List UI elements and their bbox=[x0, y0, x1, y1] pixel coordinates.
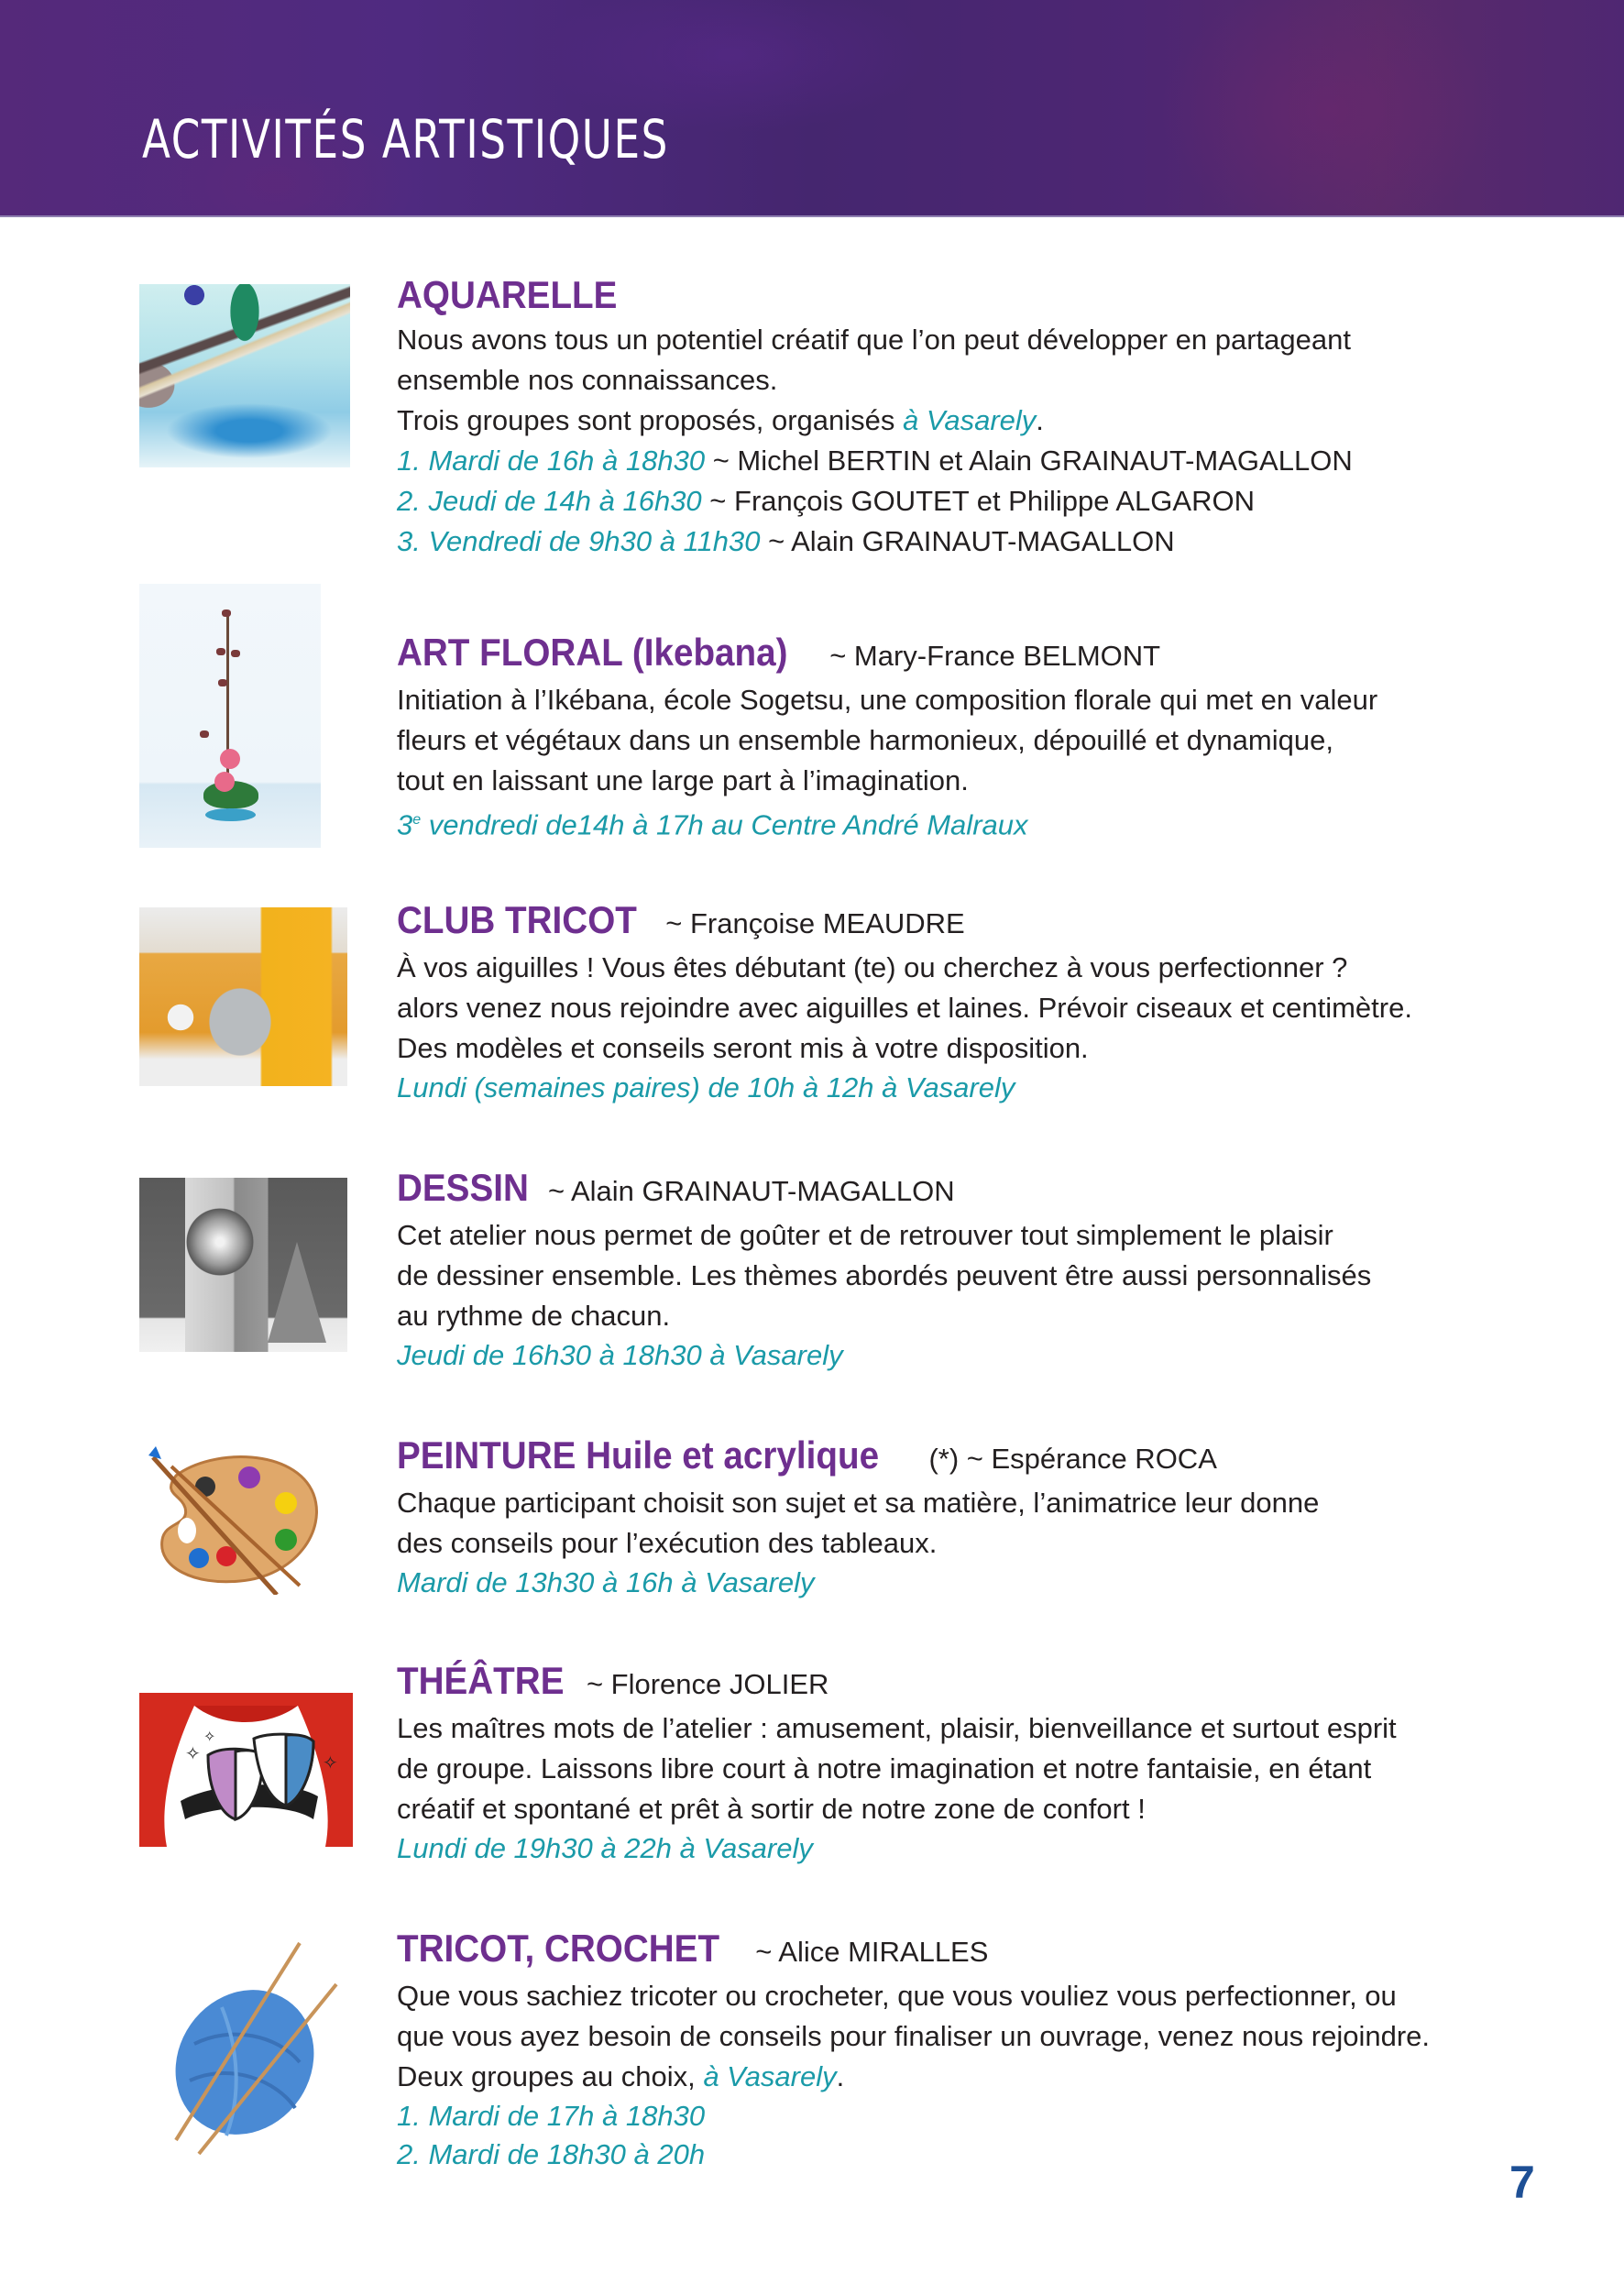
instructor-name: ~ Alain GRAINAUT-MAGALLON bbox=[540, 1175, 955, 1207]
instructor-name: ~ Alice MIRALLES bbox=[747, 1936, 989, 1968]
section-body-line: tout en laissant une large part à l’imagination. bbox=[397, 764, 969, 796]
schedule-line: 3. Vendredi de 9h30 à 11h30 ~ Alain GRAINAUT-MAGALLON bbox=[397, 525, 1175, 557]
section-intro: Trois groupes sont proposés, organisés à Vasarely. bbox=[397, 404, 1044, 436]
instructor-name: ~ Florence JOLIER bbox=[578, 1668, 829, 1700]
pencil-drawing-shapes-image bbox=[139, 1178, 347, 1352]
section-title: ART FLORAL (Ikebana) bbox=[397, 631, 788, 674]
section-text bbox=[397, 271, 1588, 562]
section-title: AQUARELLE bbox=[397, 273, 618, 316]
schedule-line: 2. Mardi de 18h30 à 20h bbox=[397, 2138, 706, 2170]
schedule-line: Lundi (semaines paires) de 10h à 12h à Vasarely bbox=[397, 1071, 1015, 1104]
svg-text:✧: ✧ bbox=[203, 1728, 216, 1745]
schedule-line: Lundi de 19h30 à 22h à Vasarely bbox=[397, 1832, 813, 1864]
blue-yarn-ball-image bbox=[139, 1925, 350, 2172]
section-body-line: alors venez nous rejoindre avec aiguilles et laines. Prévoir ciseaux et centimètre. bbox=[397, 992, 1412, 1024]
instructor-name: ~ Françoise MEAUDRE bbox=[657, 907, 965, 939]
schedule-line: 3e vendredi de14h à 17h au Centre André Malraux bbox=[397, 808, 1028, 841]
section-intro: Deux groupes au choix, à Vasarely. bbox=[397, 2060, 845, 2092]
section-title: TRICOT, CROCHET bbox=[397, 1927, 720, 1970]
theatre-masks-icon bbox=[139, 1682, 353, 1861]
yarn-ball-icon bbox=[139, 1925, 350, 2172]
page-header-banner bbox=[0, 0, 1624, 217]
section-text bbox=[397, 1925, 1588, 2174]
section-body-line: Initiation à l’Ikébana, école Sogetsu, une composition florale qui met en valeur bbox=[397, 684, 1378, 716]
section-body-line: Les maîtres mots de l’atelier : amusement, plaisir, bienveillance et surtout esprit bbox=[397, 1712, 1397, 1744]
section-body-line: À vos aiguilles ! Vous êtes débutant (te) ou cherchez à vous perfectionner ? bbox=[397, 951, 1348, 983]
location-text: à Vasarely bbox=[703, 2060, 837, 2092]
section-body-line: de groupe. Laissons libre court à notre imagination et notre fantaisie, en étant bbox=[397, 1752, 1372, 1784]
palette-icon bbox=[139, 1439, 336, 1595]
section-body-line: Des modèles et conseils seront mis à votre disposition. bbox=[397, 1032, 1089, 1064]
section-title: PEINTURE Huile et acrylique bbox=[397, 1433, 880, 1477]
section-title: THÉÂTRE bbox=[397, 1659, 565, 1702]
section-text bbox=[397, 1432, 1588, 1602]
knitting-yarn-image bbox=[139, 907, 347, 1086]
section-text bbox=[397, 629, 1588, 844]
schedule-line: 2. Jeudi de 14h à 16h30 ~ François GOUTET et Philippe ALGARON bbox=[397, 485, 1255, 517]
schedule-line: 1. Mardi de 16h à 18h30 ~ Michel BERTIN et Alain GRAINAUT-MAGALLON bbox=[397, 445, 1353, 477]
page-number: 7 bbox=[1509, 2157, 1535, 2208]
section-body-line: au rythme de chacun. bbox=[397, 1300, 671, 1332]
section-body-line: des conseils pour l’exécution des tableaux. bbox=[397, 1527, 938, 1559]
section-title: CLUB TRICOT bbox=[397, 898, 637, 941]
watercolor-brushes-image bbox=[139, 284, 350, 467]
section-body-line: Nous avons tous un potentiel créatif que l’on peut développer en partageant bbox=[397, 324, 1351, 356]
location-text: à Vasarely bbox=[902, 404, 1037, 436]
instructor-name: ~ Mary-France BELMONT bbox=[821, 640, 1161, 672]
section-body-line: de dessiner ensemble. Les thèmes abordés peuvent être aussi personnalisés bbox=[397, 1259, 1372, 1291]
section-text bbox=[397, 1657, 1588, 1868]
page-title: ACTIVITÉS ARTISTIQUES bbox=[142, 108, 669, 170]
section-body-line: que vous ayez besoin de conseils pour finaliser un ouvrage, venez nous rejoindre. bbox=[397, 2020, 1431, 2052]
schedule-line: Jeudi de 16h30 à 18h30 à Vasarely bbox=[397, 1339, 843, 1371]
paint-palette-image bbox=[139, 1439, 336, 1595]
theatre-masks-curtain-image bbox=[139, 1682, 353, 1861]
section-body-line: ensemble nos connaissances. bbox=[397, 364, 778, 396]
svg-text:✧: ✧ bbox=[185, 1742, 201, 1764]
section-body-line: Que vous sachiez tricoter ou crocheter, que vous vouliez vous perfectionner, ou bbox=[397, 1980, 1397, 2012]
instructor-name: ~ Espérance ROCA bbox=[959, 1443, 1217, 1475]
section-body-line: fleurs et végétaux dans un ensemble harmonieux, dépouillé et dynamique, bbox=[397, 724, 1333, 756]
note-marker: (*) bbox=[920, 1443, 960, 1475]
section-body-line: Cet atelier nous permet de goûter et de retrouver tout simplement le plaisir bbox=[397, 1219, 1333, 1251]
ikebana-flower-image bbox=[139, 584, 321, 848]
section-body-line: Chaque participant choisit son sujet et sa matière, l’animatrice leur donne bbox=[397, 1487, 1320, 1519]
svg-text:✧: ✧ bbox=[323, 1751, 338, 1773]
section-title: DESSIN bbox=[397, 1166, 529, 1209]
schedule-line: 1. Mardi de 17h à 18h30 bbox=[397, 2100, 706, 2132]
section-body-line: créatif et spontané et prêt à sortir de notre zone de confort ! bbox=[397, 1793, 1146, 1825]
schedule-line: Mardi de 13h30 à 16h à Vasarely bbox=[397, 1566, 815, 1598]
section-text bbox=[397, 1164, 1588, 1375]
section-text bbox=[397, 896, 1588, 1107]
